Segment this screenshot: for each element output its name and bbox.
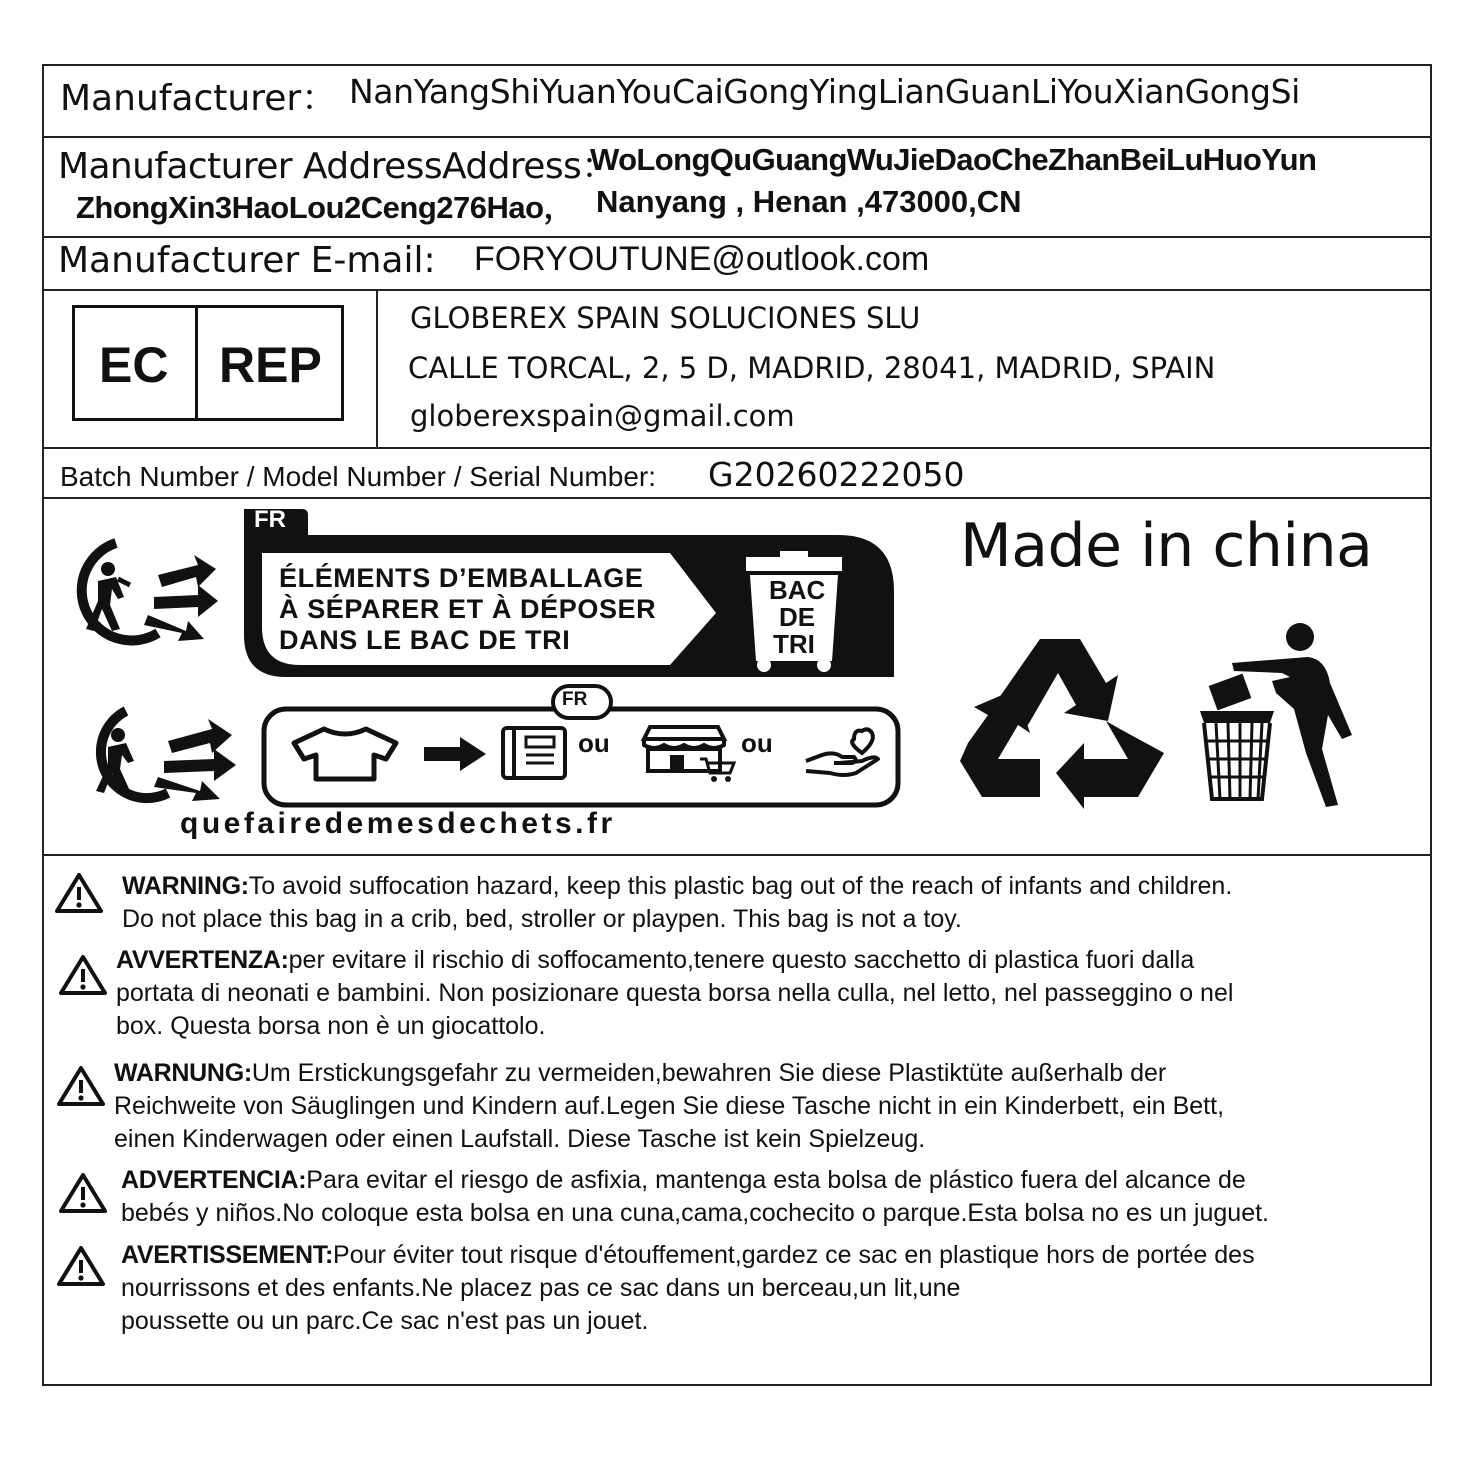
banner-line-2: À SÉPARER ET À DÉPOSER [279,594,657,624]
warning-title: ADVERTENCIA: [121,1166,307,1194]
warning-body: To avoid suffocation hazard, keep this plastic bag out of the reach of infants and children. [248,872,1233,900]
batch-label: Batch Number / Model Number / Serial Number: [60,461,656,492]
warning-body: portata di neonati e bambini. Non posizionare questa borsa nella culla, nel letto, nel passeggino o nel [116,979,1234,1007]
warning-title: WARNUNG: [114,1059,252,1087]
symbols-row [44,499,1430,856]
shop-cart-icon [640,723,740,785]
warning-body: bebés y niños.No coloque esta bolsa en una cuna,cama,cochecito o parque.Esta bolsa no es un juguet. [121,1199,1269,1227]
website-text: quefairedemesdechets.fr [180,807,616,840]
warning-triangle-icon [54,872,104,914]
ec-text: EC [99,337,169,393]
collection-box-icon [500,725,568,781]
ec-rep-address: CALLE TORCAL, 2, 5 D, MADRID, 28041, MADRID, SPAIN [408,351,1216,385]
warning-triangle-icon [56,1065,106,1107]
tshirt-icon [290,725,400,781]
warning-triangle-icon [58,954,108,996]
bin-line-3: TRI [773,629,815,659]
bin-line-1: BAC [769,575,826,605]
manufacturer-name: NanYangShiYuanYouCaiGongYingLianGuanLiYouXianGongSi [349,72,1300,111]
warning-line [122,870,1232,903]
triman-icon [58,535,218,643]
warning-body: Do not place this bag in a crib, bed, stroller or playpen. This bag is not a toy. [122,905,962,933]
ec-rep-company: GLOBEREX SPAIN SOLUCIONES SLU [410,301,921,335]
rep-text: REP [219,337,322,393]
address-line-1: WoLongQuGuangWuJieDaoCheZhanBeiLuHuoYun [590,142,1317,177]
warning-title: AVVERTENZA: [116,946,289,974]
warning-body: einen Kinderwagen oder einen Laufstall. Diese Tasche ist kein Spielzeug. [114,1125,926,1153]
fr-tag-2: FR [562,689,588,710]
warnings-section [44,856,1430,1384]
warning-body: box. Questa borsa non è un giocattolo. [116,1012,546,1040]
warning-line [116,944,1233,977]
address-line-2b: Nanyang , Henan ,473000,CN [596,184,1022,219]
address-line-2a: ZhongXin3HaoLou2Ceng276Hao， [76,190,575,225]
batch-row [44,449,1430,499]
email-value: FORYOUTUNE@outlook.com [474,240,930,278]
ec-rep-separator [376,291,378,447]
product-label [42,64,1432,1386]
warning-line [114,1057,1224,1090]
warning-line [121,1239,1255,1272]
fr-tag: FR [254,506,286,533]
ou-text-1: ou [578,728,610,758]
warning-title: AVERTISSEMENT: [121,1241,334,1269]
recycle-icon [960,633,1166,809]
address-row [44,138,1430,238]
warning-body: per evitare il rischio di soffocamento,tenere questo sacchetto di plastica fuori dalla [288,946,1195,974]
bin-line-2: DE [779,602,816,632]
banner-line-3: DANS LE BAC DE TRI [279,625,571,655]
litter-bin-icon [1198,623,1354,809]
manufacturer-label: Manufacturer： [60,78,338,119]
ec-rep-email: globerexspain@gmail.com [410,399,795,433]
warning-body: Um Erstickungsgefahr zu vermeiden,bewahren Sie diese Plastiktüte außerhalb der [251,1059,1167,1087]
warning-body: poussette ou un parc.Ce sac n'est pas un jouet. [121,1307,649,1335]
arrow-right-icon [424,737,488,771]
warning-body: Pour éviter tout risque d'étouffement,gardez ce sac en plastique hors de portée des [333,1241,1255,1269]
ec-rep-symbol [72,305,344,421]
made-in-china: Made in china [960,511,1373,581]
address-label: Manufacturer AddressAddress： [58,146,617,187]
banner-line-1: ÉLÉMENTS D’EMBALLAGE [279,563,644,593]
batch-value: G20260222050 [708,455,965,494]
warning-triangle-icon [56,1245,106,1287]
ec-rep-row [44,291,1430,449]
warning-body: Para evitar el riesgo de asfixia, mantenga esta bolsa de plástico fuera del alcance de [306,1166,1246,1194]
ou-text-2: ou [741,728,773,758]
email-row [44,238,1430,291]
email-label: Manufacturer E-mail: [58,240,436,281]
ec-rep-divider [195,308,198,418]
warning-line [121,1164,1269,1197]
warning-body: nourrissons et des enfants.Ne placez pas ce sac dans un berceau,un lit,une [121,1274,961,1302]
donation-hand-icon [804,725,880,777]
warning-title: WARNING: [122,872,249,900]
warning-body: Reichweite von Säuglingen und Kindern auf.Legen Sie diese Tasche nicht in ein Kinderbett, ein Bett, [114,1092,1225,1120]
warning-triangle-icon [58,1172,108,1214]
triman-icon [64,705,244,801]
manufacturer-row [44,66,1430,138]
